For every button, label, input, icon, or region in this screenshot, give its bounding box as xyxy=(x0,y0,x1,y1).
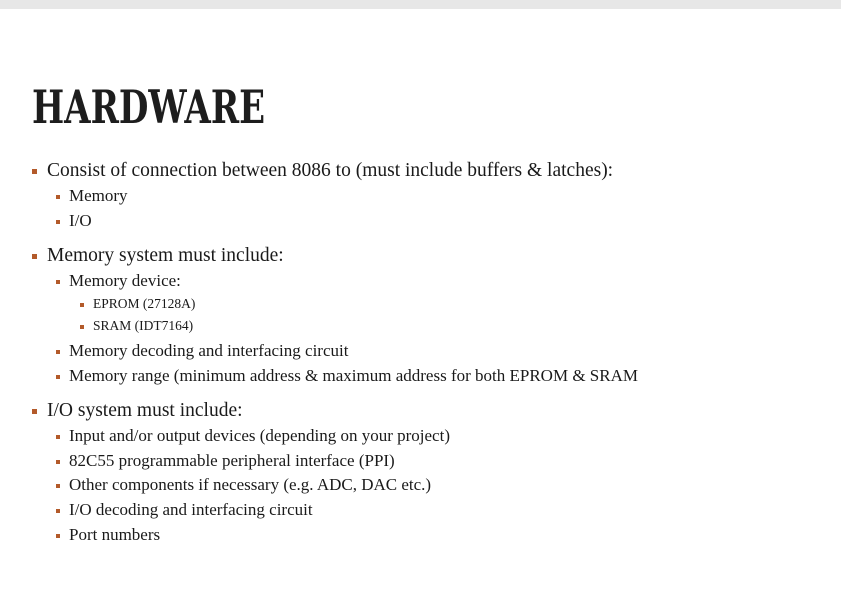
list-item-text: Memory range (minimum address & maximum address for both EPROM & SRAM xyxy=(69,366,638,385)
list-item xyxy=(80,296,195,312)
bullet-marker xyxy=(80,325,84,329)
list-item-text: Memory system must include: xyxy=(47,245,284,266)
bullet-marker xyxy=(56,195,60,199)
list-item-text: I/O xyxy=(69,211,92,230)
list-item xyxy=(32,400,243,422)
list-item xyxy=(56,426,450,446)
bullet-marker xyxy=(32,254,37,259)
list-item-text: Other components if necessary (e.g. ADC, DAC etc.) xyxy=(69,475,432,494)
list-item xyxy=(80,318,193,334)
list-item-text: I/O system must include: xyxy=(47,400,243,421)
list-item-text: Consist of connection between 8086 to (must include buffers & latches): xyxy=(47,160,614,181)
list-item xyxy=(56,366,638,386)
list-item-text: I/O decoding and interfacing circuit xyxy=(69,500,313,519)
list-item-text: Input and/or output devices (depending on your project) xyxy=(69,426,450,445)
slide-title: HARDWARE xyxy=(32,80,266,134)
bullet-marker xyxy=(56,484,60,488)
list-item xyxy=(56,525,160,545)
list-item xyxy=(56,500,313,520)
list-item xyxy=(32,160,613,182)
list-item xyxy=(56,211,92,231)
list-item xyxy=(56,271,181,291)
list-item xyxy=(56,475,431,495)
list-item-text: Memory device: xyxy=(69,271,181,290)
bullet-marker xyxy=(56,350,60,354)
bullet-marker xyxy=(56,460,60,464)
bullet-marker xyxy=(56,534,60,538)
list-item xyxy=(56,186,128,206)
bullet-marker xyxy=(32,169,37,174)
list-item-text: EPROM (27128A) xyxy=(93,296,196,311)
bullet-marker xyxy=(32,409,37,414)
list-item-text: 82C55 programmable peripheral interface (PPI) xyxy=(69,451,395,470)
list-item xyxy=(56,451,395,471)
list-item-text: Memory xyxy=(69,186,128,205)
bullet-marker xyxy=(80,303,84,307)
list-item-text: Memory decoding and interfacing circuit xyxy=(69,341,349,360)
list-item-text: Port numbers xyxy=(69,525,161,544)
list-item xyxy=(32,245,284,267)
bullet-marker xyxy=(56,220,60,224)
list-item xyxy=(56,341,348,361)
list-item-text: SRAM (IDT7164) xyxy=(93,318,194,333)
bullet-marker xyxy=(56,509,60,513)
bullet-marker xyxy=(56,435,60,439)
bullet-marker xyxy=(56,280,60,284)
bullet-marker xyxy=(56,375,60,379)
